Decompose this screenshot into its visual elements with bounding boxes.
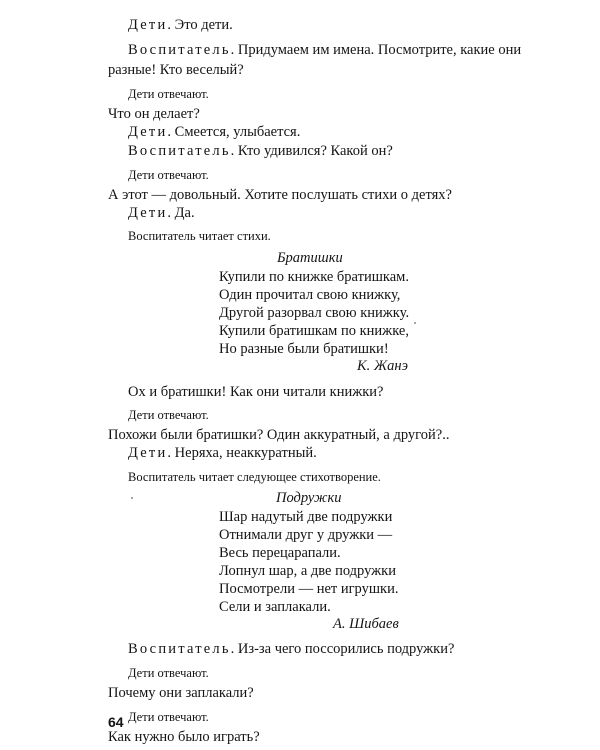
text-line: Дети. Неряха, неаккуратный. [128, 445, 317, 461]
text-line: разные! Кто веселый? [108, 62, 244, 78]
line-text: Придумаем им имена. Посмотрите, какие они [237, 42, 522, 58]
speaker-label: Воспитатель [128, 143, 231, 159]
poem-line: Купили братишкам по книжке, [219, 323, 409, 339]
page-number: 64 [108, 714, 124, 730]
line-text: Смеется, улыбается. [174, 124, 301, 140]
poem-line: Лопнул шар, а две подружки [219, 563, 396, 579]
poem-line: Но разные были братишки! [219, 341, 389, 357]
poem-line: Один прочитал свою книжку, [219, 287, 401, 303]
speaker-label: Воспитатель [128, 42, 231, 58]
scan-speck [131, 497, 133, 499]
speaker-label: Дети [128, 205, 168, 221]
poem-author: К. Жанэ [357, 358, 408, 374]
text-line: Дети. Смеется, улыбается. [128, 124, 301, 140]
poem-line: Шар надутый две подружки [219, 509, 393, 525]
text-line: Дети. Да. [128, 205, 195, 221]
poem-line: Сели и заплакали. [219, 599, 331, 615]
line-text: Из-за чего поссорились подружки? [237, 641, 455, 657]
text-line: Воспитатель. Из-за чего поссорились подружки? [128, 641, 455, 657]
text-line: А этот — довольный. Хотите послушать стихи о детях? [108, 187, 452, 203]
line-text: Кто удивился? Какой он? [237, 143, 393, 159]
line-text: Да. [174, 205, 195, 221]
text-line: Воспитатель. Придумаем им имена. Посмотрите, какие они [128, 42, 522, 58]
scan-speck [414, 322, 416, 324]
poem-title: Подружки [276, 490, 342, 506]
text-line: Похожи были братишки? Один аккуратный, а другой?.. [108, 427, 450, 443]
speaker-label: Дети [128, 445, 168, 461]
text-line: Что он делает? [108, 106, 200, 122]
line-text: Неряха, неаккуратный. [174, 445, 317, 461]
poem-line: Посмотрели — нет игрушки. [219, 581, 399, 597]
text-line: Как нужно было играть? [108, 729, 260, 745]
poem-line: Другой разорвал свою книжку. [219, 305, 410, 321]
text-line: Дети. Это дети. [128, 17, 233, 33]
stage-direction: Воспитатель читает стихи. [128, 229, 271, 243]
stage-direction: Воспитатель читает следующее стихотворение. [128, 470, 381, 484]
text-line: Почему они заплакали? [108, 685, 254, 701]
poem-line: Купили по книжке братишкам. [219, 269, 409, 285]
speaker-label: Воспитатель [128, 641, 231, 657]
stage-direction: Дети отвечают. [128, 168, 209, 182]
stage-direction: Дети отвечают. [128, 408, 209, 422]
speaker-label: Дети [128, 124, 168, 140]
poem-author: А. Шибаев [333, 616, 399, 632]
text-line: Ох и братишки! Как они читали книжки? [128, 384, 384, 400]
line-text: Это дети. [174, 17, 233, 33]
stage-direction: Дети отвечают. [128, 666, 209, 680]
poem-line: Отнимали друг у дружки — [219, 527, 393, 543]
stage-direction: Дети отвечают. [128, 710, 209, 724]
speaker-label: Дети [128, 17, 168, 33]
text-line: Воспитатель. Кто удивился? Какой он? [128, 143, 393, 159]
poem-line: Весь перецарапали. [219, 545, 341, 561]
poem-title: Братишки [277, 250, 343, 266]
stage-direction: Дети отвечают. [128, 87, 209, 101]
